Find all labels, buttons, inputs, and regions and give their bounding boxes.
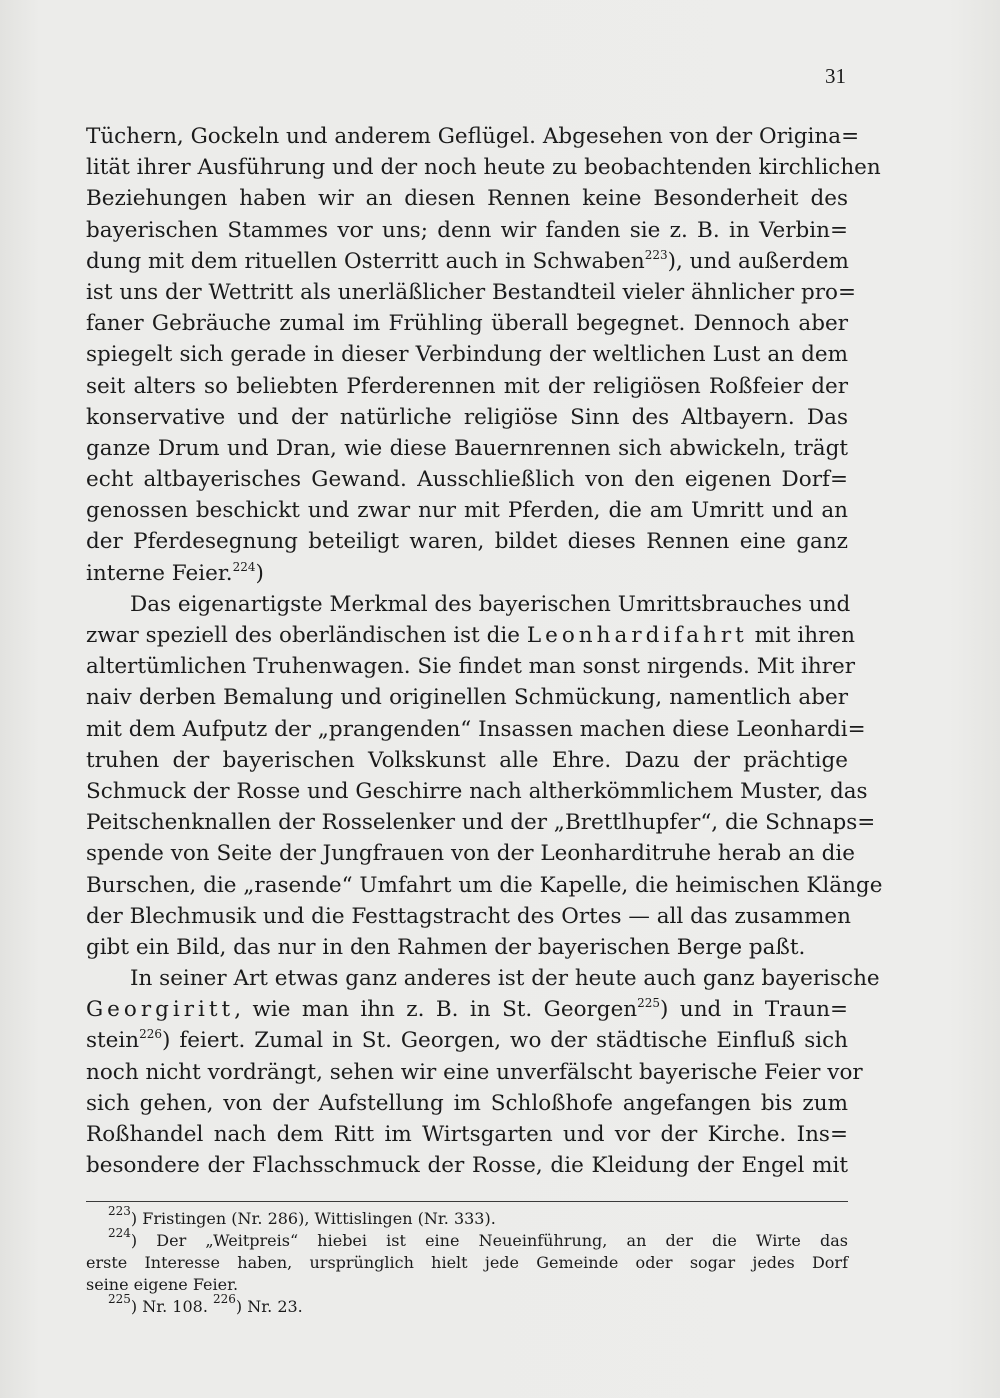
text-line: besondere der Flachsschmuck der Rosse, die Kleidung der Engel mit	[86, 1153, 848, 1179]
text-fragment: zwar speziell des oberländischen ist die	[86, 623, 521, 648]
footnote-divider	[86, 1201, 848, 1202]
text-line: Burschen, die „rasende“ Umfahrt um die Kapelle, die heimischen Klänge	[86, 872, 883, 898]
footnote-223	[86, 1204, 848, 1230]
text-line: noch nicht vordrängt, sehen wir eine unverfälscht bayerische Feier vor	[86, 1059, 863, 1085]
text-line: spiegelt sich gerade in dieser Verbindung der weltlichen Lust an dem	[86, 342, 848, 368]
footnote-text: ) Nr. 23.	[235, 1297, 303, 1316]
body-text	[86, 121, 883, 1181]
paragraph-start: In seiner Art etwas ganz anderes ist der heute auch ganz bayerische	[130, 966, 880, 992]
text-line	[86, 246, 848, 277]
footnote-number: 225	[108, 1292, 131, 1306]
text-line: faner Gebräuche zumal im Frühling überall begegnet. Dennoch aber	[86, 311, 848, 337]
text-line: interne Feier.$^{224}$)	[86, 559, 264, 586]
emphasized-term: Georgiritt	[86, 997, 235, 1023]
text-fragment: ) feiert. Zumal in St. Georgen, wo der städtische Einfluß sich	[162, 1028, 848, 1054]
text-line: der Pferdesegnung beteiligt waren, bildet dieses Rennen eine ganz	[86, 529, 848, 555]
footnote-ref-223: 223	[644, 247, 668, 262]
footnote-text: ) Fristingen (Nr. 286), Wittislingen (Nr. 333).	[130, 1209, 496, 1228]
page-number: 31	[825, 64, 846, 88]
text-line: gibt ein Bild, das nur in den Rahmen der bayerischen Berge paßt.	[86, 934, 806, 960]
text-line: naiv derben Bemalung und originellen Schmückung, namentlich aber	[86, 685, 848, 711]
paragraph-start: Das eigenartigste Merkmal des bayerischen Umrittsbrauches und	[130, 591, 851, 617]
text-line: echt altbayerisches Gewand. Ausschließlich von den eigenen Dorf=	[86, 467, 848, 493]
footnote-number: 224	[108, 1226, 131, 1240]
text-line: konservative und der natürliche religiöse Sinn des Altbayern. Das	[86, 404, 848, 430]
footnote-ref-226: 226	[139, 1027, 163, 1042]
text-fragment: ), und außerdem	[667, 248, 849, 274]
footnote-number: 223	[108, 1204, 131, 1218]
emphasized-term: Leonhardifahrt	[526, 623, 748, 648]
text-fragment: mit ihren	[747, 623, 855, 648]
text-line: Roßhandel nach dem Ritt im Wirtsgarten und vor der Kirche. Ins=	[86, 1122, 848, 1147]
footnote-text: ) Nr. 108.	[130, 1297, 208, 1316]
text-line: genossen beschickt und zwar nur mit Pferden, die am Umritt und an	[86, 498, 848, 524]
text-line: altertümlichen Truhenwagen. Sie findet man sonst nirgends. Mit ihrer	[86, 654, 856, 680]
footnote-224	[86, 1226, 848, 1252]
text-fragment: dung mit dem rituellen Osterritt auch in Schwaben	[86, 248, 645, 274]
footnotes	[86, 1204, 848, 1318]
text-line	[86, 1025, 848, 1056]
footnote-225-226	[86, 1292, 848, 1318]
text-fragment: stein	[86, 1028, 140, 1054]
text-line: Beziehungen haben wir an diesen Rennen keine Besonderheit des	[86, 186, 848, 212]
text-fragment: , wie man ihn z. B. in St. Georgen	[234, 997, 638, 1023]
text-line: bayerischen Stammes vor uns; denn wir fanden sie z. B. in Verbin=	[86, 217, 848, 243]
text-line: Tüchern, Gockeln und anderem Geflügel. Abgesehen von der Origina=	[86, 124, 860, 149]
text-line: der Blechmusik und die Festtagstracht des Ortes — all das zusammen	[86, 903, 851, 929]
text-fragment: ) und in Traun=	[660, 997, 848, 1023]
text-line: seit alters so beliebten Pferderennen mit der religiösen Roßfeier der	[86, 373, 848, 399]
text-line: lität ihrer Ausführung und der noch heute zu beobachtenden kirchlichen	[86, 155, 881, 181]
text-line	[86, 620, 855, 651]
text-line: mit dem Aufputz der „prangenden“ Insassen machen diese Leonhardi=	[86, 716, 866, 742]
text-line: ist uns der Wettritt als unerläßlicher Bestandteil vieler ähnlicher pro=	[86, 279, 856, 305]
footnote-ref-224: 224	[232, 559, 256, 574]
text-line: sich gehen, von der Aufstellung im Schloßhofe angefangen bis zum	[86, 1090, 848, 1116]
text-line: truhen der bayerischen Volkskunst alle Ehre. Dazu der prächtige	[86, 747, 848, 773]
text-line: spende von Seite der Jungfrauen von der Leonharditruhe herab an die	[86, 841, 856, 867]
footnote-number: 226	[213, 1292, 236, 1306]
footnote-text: ) Der „Weitpreis“ hiebei ist eine Neueinführung, an der die Wirte das	[130, 1231, 848, 1250]
text-line: ganze Drum und Dran, wie diese Bauernrennen sich abwickeln, trägt	[86, 435, 848, 461]
footnote-line: seine eigene Feier.	[86, 1275, 239, 1294]
footnote-line: erste Interesse haben, ursprünglich hielt jede Gemeinde oder sogar jedes Dorf	[86, 1253, 848, 1272]
text-fragment: interne Feier.	[86, 560, 233, 586]
text-line: Peitschenknallen der Rosselenker und der „Brettlhupfer“, die Schnaps=	[86, 810, 876, 836]
text-line	[86, 994, 848, 1025]
footnote-ref-225: 225	[637, 996, 661, 1011]
text-line: Schmuck der Rosse und Geschirre nach altherkömmlichem Muster, das	[86, 778, 868, 804]
